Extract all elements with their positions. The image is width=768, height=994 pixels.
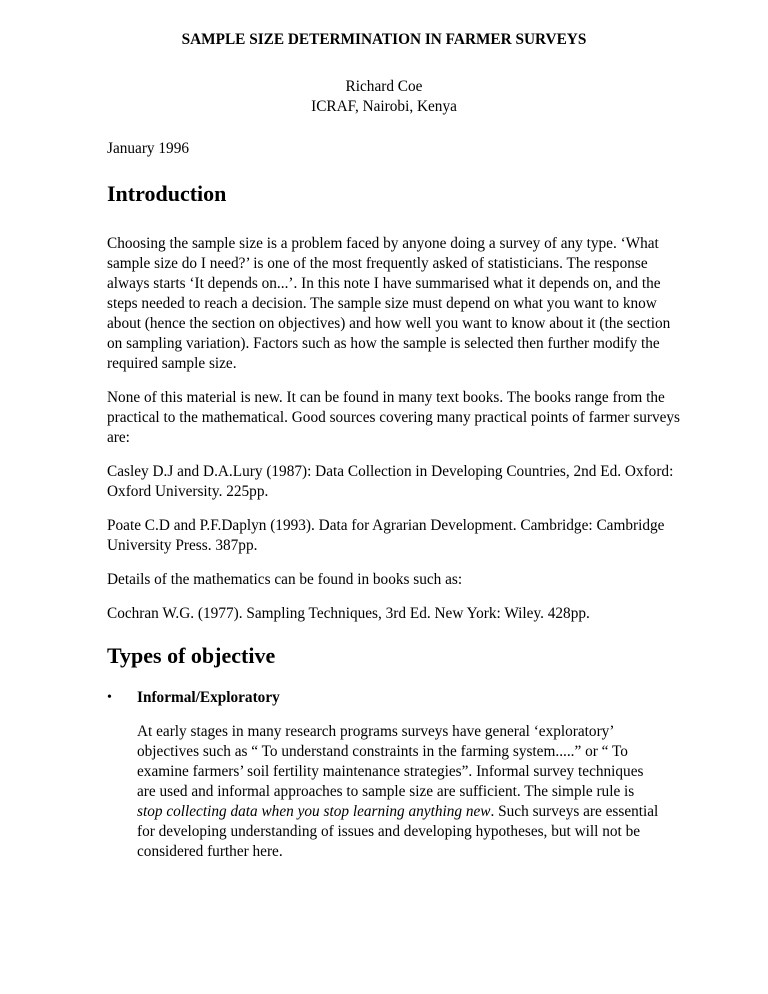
text-line: Oxford University. 225pp. (107, 483, 269, 500)
text-line: At early stages in many research programs surveys have general ‘exploratory’ (137, 723, 615, 740)
item-title: Informal/Exploratory (137, 689, 280, 706)
affiliation: ICRAF, Nairobi, Kenya (311, 98, 457, 115)
text-line: Cochran W.G. (1977). Sampling Techniques, 3rd Ed. New York: Wiley. 428pp. (107, 605, 590, 622)
text-line: are used and informal approaches to sample size are sufficient. The simple rule is (137, 783, 635, 800)
text-fragment: . Such surveys are essential (490, 803, 659, 820)
item-paragraph (137, 722, 658, 862)
reference-casley (107, 462, 673, 502)
italic-rule: stop collecting data when you stop learning anything new (137, 803, 491, 820)
text-line: Details of the mathematics can be found in books such as: (107, 571, 463, 588)
text-line: None of this material is new. It can be found in many text books. The books range from the (107, 389, 665, 406)
text-line: examine farmers’ soil fertility maintenance strategies”. Informal survey techniques (137, 763, 644, 780)
text-line: Casley D.J and D.A.Lury (1987): Data Collection in Developing Countries, 2nd Ed. Oxford: (107, 463, 674, 480)
intro-paragraph-1 (107, 234, 670, 374)
text-line: Choosing the sample size is a problem faced by anyone doing a survey of any type. ‘What (107, 235, 659, 252)
text-line: required sample size. (107, 355, 237, 372)
author: Richard Coe (345, 78, 423, 95)
text-line: on sampling variation). Factors such as how the sample is selected then further modify the (107, 335, 660, 352)
text-line: considered further here. (137, 843, 283, 860)
date: January 1996 (107, 140, 189, 157)
text-line: steps needed to reach a decision. The sample size must depend on what you want to know (107, 295, 657, 312)
text-line: Poate C.D and P.F.Daplyn (1993). Data for Agrarian Development. Cambridge: Cambridge (107, 517, 665, 534)
text-line: always starts ‘It depends on...’. In this note I have summarised what it depends on, and the (107, 275, 661, 292)
reference-poate (107, 516, 664, 556)
heading-introduction: Introduction (107, 181, 227, 206)
text-line: sample size do I need?’ is one of the most frequently asked of statisticians. The response (107, 255, 648, 272)
text-line: University Press. 387pp. (107, 537, 258, 554)
document-title: SAMPLE SIZE DETERMINATION IN FARMER SURVEYS (181, 31, 587, 48)
bullet-icon: • (107, 690, 112, 705)
text-line: for developing understanding of issues and developing hypotheses, but will not be (137, 823, 641, 840)
intro-paragraph-2 (107, 388, 680, 448)
text-line (137, 802, 658, 822)
heading-types-of-objective: Types of objective (107, 643, 276, 668)
intro-paragraph-details (107, 570, 462, 590)
text-line: practical to the mathematical. Good sources covering many practical points of farmer surveys (107, 409, 680, 426)
reference-cochran (107, 604, 590, 624)
text-line: about (hence the section on objectives) and how well you want to know about it (the section (107, 315, 671, 332)
text-line: are: (107, 429, 130, 446)
text-line: objectives such as “ To understand constraints in the farming system.....” or “ To (137, 743, 628, 760)
